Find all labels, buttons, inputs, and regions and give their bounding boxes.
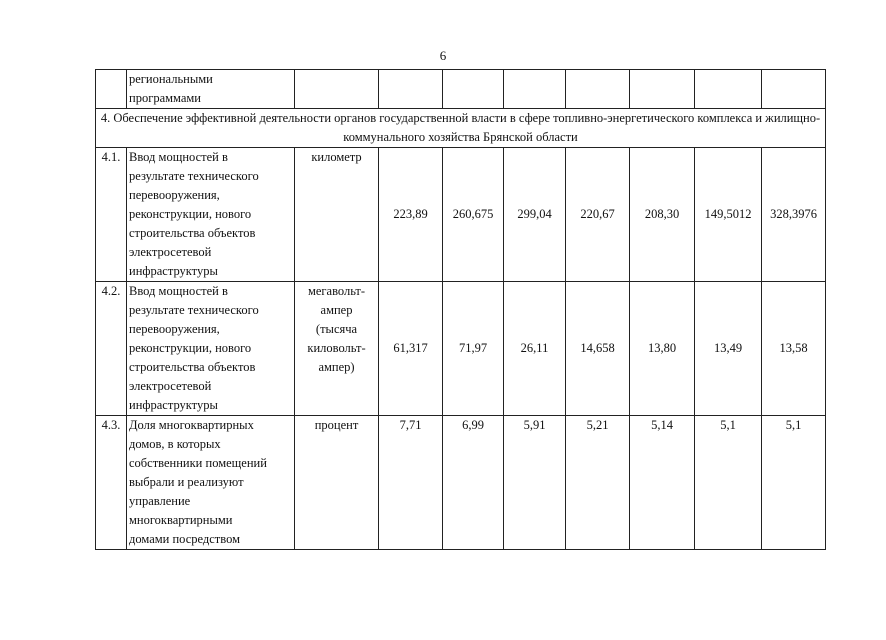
cell-value: 5,91 bbox=[504, 416, 566, 550]
cell-num: 4.1. bbox=[96, 148, 127, 282]
cell-value: 5,1 bbox=[762, 416, 826, 550]
cell-value: 71,97 bbox=[443, 282, 504, 416]
cell-value: 5,14 bbox=[630, 416, 695, 550]
cell-value: 7,71 bbox=[379, 416, 443, 550]
cell-value bbox=[566, 70, 630, 109]
cell-name: Ввод мощностей в результате технического перевооружения, реконструкции, нового строительства объектов электросетевой инфраструктуры bbox=[127, 148, 295, 282]
cell-num bbox=[96, 70, 127, 109]
section-header-row bbox=[96, 109, 826, 148]
page-number: 6 bbox=[439, 48, 447, 63]
cell-value bbox=[695, 70, 762, 109]
cell-value: 14,658 bbox=[566, 282, 630, 416]
cell-unit: процент bbox=[295, 416, 379, 550]
cell-unit bbox=[295, 70, 379, 109]
cell-value: 5,1 bbox=[695, 416, 762, 550]
cell-num: 4.3. bbox=[96, 416, 127, 550]
cell-value bbox=[630, 70, 695, 109]
cell-value: 208,30 bbox=[630, 148, 695, 282]
cell-name: региональными программами bbox=[127, 70, 295, 109]
cell-value: 328,3976 bbox=[762, 148, 826, 282]
section-title: 4. Обеспечение эффективной деятельности органов государственной власти в сфере топливно-энергетического комплекса и жилищно-коммунального хозяйства Брянской области bbox=[96, 109, 826, 148]
indicators-table bbox=[95, 69, 826, 550]
cell-value bbox=[504, 70, 566, 109]
cell-value: 6,99 bbox=[443, 416, 504, 550]
cell-unit: километр bbox=[295, 148, 379, 282]
cell-unit: мегавольт- ампер (тысяча киловольт- ампер) bbox=[295, 282, 379, 416]
cell-value: 13,58 bbox=[762, 282, 826, 416]
cell-value: 5,21 bbox=[566, 416, 630, 550]
cell-value: 299,04 bbox=[504, 148, 566, 282]
table-row bbox=[96, 148, 826, 282]
table-row-continued bbox=[96, 70, 826, 109]
cell-value: 13,80 bbox=[630, 282, 695, 416]
cell-value: 149,5012 bbox=[695, 148, 762, 282]
cell-name: Ввод мощностей в результате технического перевооружения, реконструкции, нового строительства объектов электросетевой инфраструктуры bbox=[127, 282, 295, 416]
cell-value bbox=[443, 70, 504, 109]
cell-value bbox=[379, 70, 443, 109]
cell-value: 220,67 bbox=[566, 148, 630, 282]
cell-value: 61,317 bbox=[379, 282, 443, 416]
cell-value: 26,11 bbox=[504, 282, 566, 416]
cell-value: 13,49 bbox=[695, 282, 762, 416]
cell-value: 223,89 bbox=[379, 148, 443, 282]
cell-num: 4.2. bbox=[96, 282, 127, 416]
cell-name: Доля многоквартирных домов, в которых собственники помещений выбрали и реализуют управление многоквартирными домами посредством bbox=[127, 416, 295, 550]
cell-value: 260,675 bbox=[443, 148, 504, 282]
table-row bbox=[96, 416, 826, 550]
table-row bbox=[96, 282, 826, 416]
cell-value bbox=[762, 70, 826, 109]
